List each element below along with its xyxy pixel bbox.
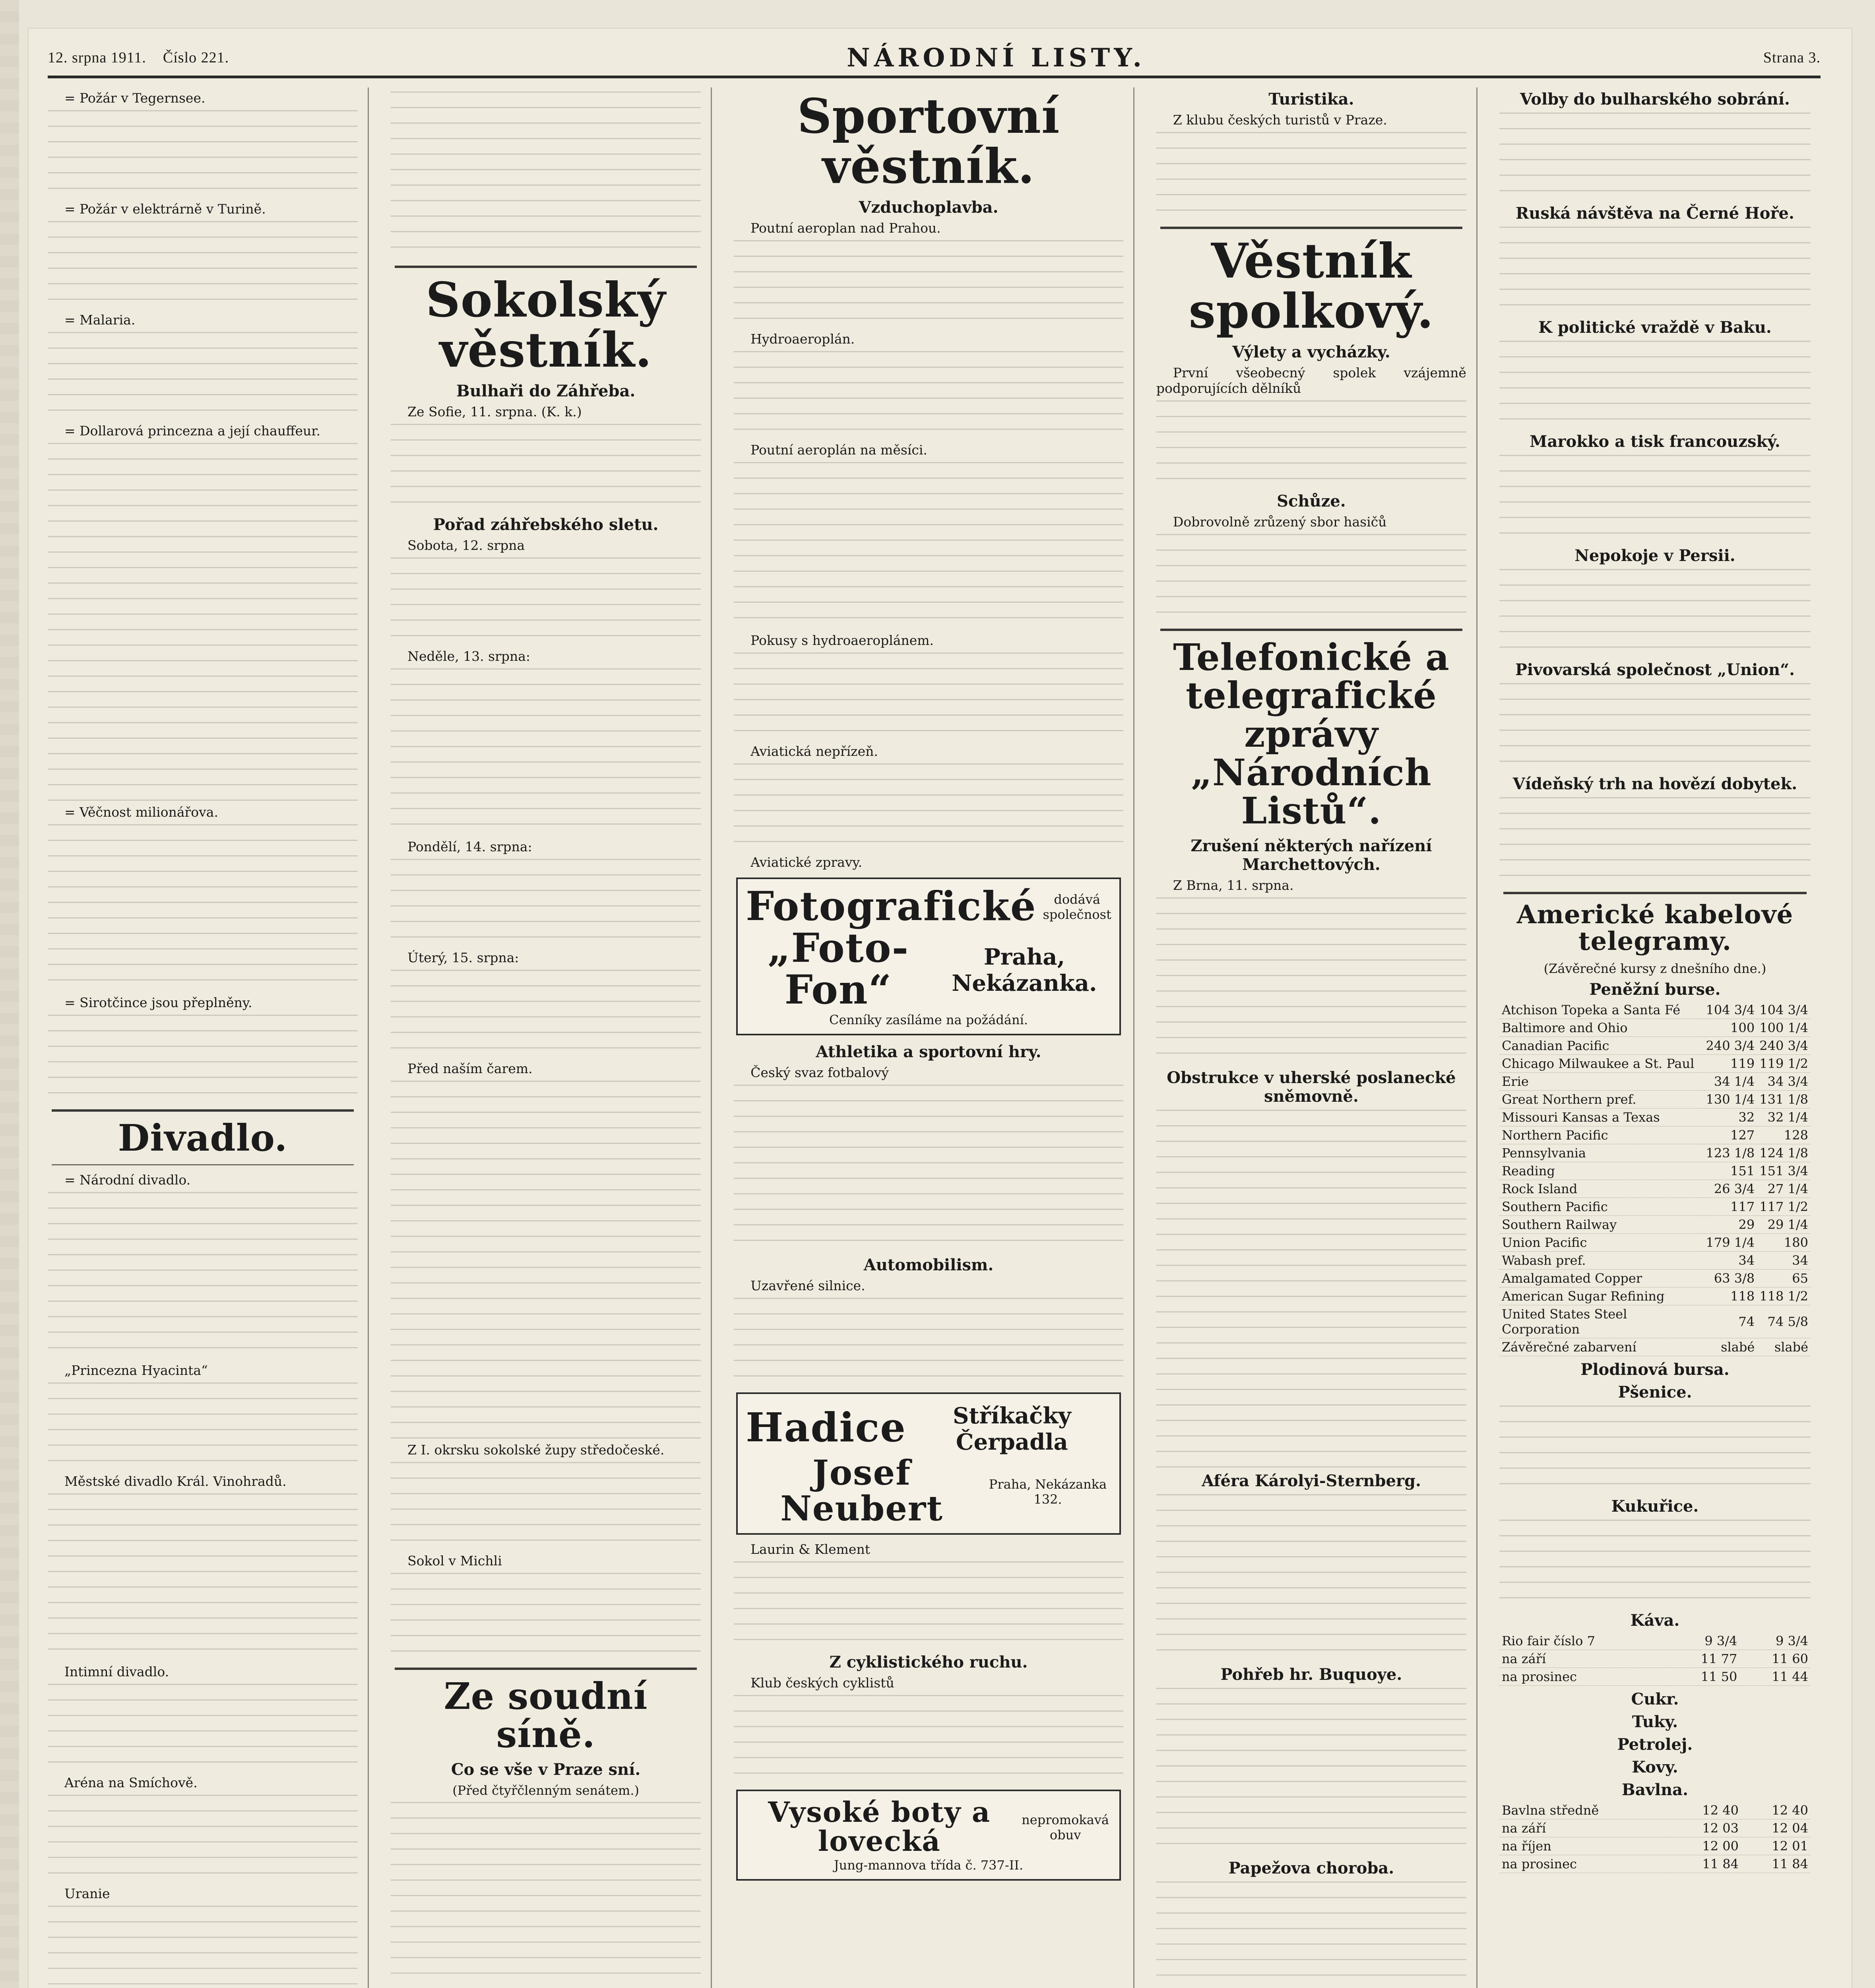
subtitle-baku: K politické vraždě v Baku. [1538,318,1772,337]
column-2 [391,87,712,1988]
section-title-kabelove: Americké kabelové telegramy. [1516,900,1794,957]
header-left [48,49,229,66]
stock-row [1499,1338,1811,1356]
text-block [1499,1406,1811,1493]
header-date: 12. srpna 1911. [48,49,146,66]
kava-value: 11 44 [1739,1668,1811,1686]
kava-label: Rio fair číslo 7 [1499,1632,1669,1650]
columns [48,87,1821,1988]
stock-value: 32 1/4 [1757,1109,1811,1126]
item-okrsek: Z I. okrsku sokolské župy středočeské. [407,1442,665,1458]
subtitle-union: Pivovarská společnost „Union“. [1515,660,1795,679]
stock-label: Rock Island [1499,1180,1704,1198]
text-block [391,1573,701,1660]
item-millionaire: = Věčnost milionářova. [64,804,218,820]
stock-label: Union Pacific [1499,1234,1704,1252]
item-pokusy: Pokusy s hydroaeroplánem. [750,632,934,648]
text-block [391,557,701,645]
stock-value: 118 [1704,1287,1757,1305]
kava-row [1499,1632,1811,1650]
text-block [1156,534,1466,621]
market-head-kukurice: Kukuřice. [1611,1497,1699,1516]
market-head-tuky: Tuky. [1632,1712,1678,1732]
stock-value: slabé [1704,1338,1757,1356]
stock-value: 117 1/2 [1757,1198,1811,1216]
item-uzavrene-silnice: Uzavřené silnice. [750,1277,865,1293]
stock-value: 123 1/8 [1704,1144,1757,1162]
bavlna-row [1499,1837,1811,1855]
section-divider [395,1668,697,1670]
stock-value: 131 1/8 [1757,1091,1811,1109]
text-block [1499,797,1811,885]
item-malaria: = Malaria. [64,312,136,328]
section-title-sokol: Sokolský věstník. [426,272,666,378]
text-block [1499,227,1811,314]
stock-row [1499,1144,1811,1162]
bavlna-value: 11 84 [1671,1855,1741,1873]
section-divider [52,1164,354,1165]
ad-fotografie-sub: dodává společnost [1043,892,1111,922]
item-spolek-delniku: První všeobecný spolek vzájemně podporujících dělníků [1156,365,1466,396]
item-michle: Sokol v Michli [407,1553,502,1569]
item-klub-turistu: Z klubu českých turistů v Praze. [1173,112,1387,128]
market-head-plodinova: Plodinová bursa. [1580,1360,1730,1379]
item-narodni-divadlo: = Národní divadlo. [64,1172,191,1188]
text-block [734,462,1123,629]
stock-value: 63 3/8 [1704,1270,1757,1287]
ad-boty-title: Vysoké boty a lovecká [768,1795,991,1858]
stock-row [1499,1019,1811,1037]
text-block [734,1085,1123,1252]
kava-value: 9 3/4 [1739,1632,1811,1650]
text-block [1156,1110,1466,1468]
stock-row [1499,1216,1811,1234]
subtitle-pohreb: Pohřeb hr. Buquoye. [1220,1665,1402,1684]
subtitle-cerna-hora: Ruská návštěva na Černé Hoře. [1516,204,1794,223]
stock-value: 240 3/4 [1704,1037,1757,1055]
stock-value: 124 1/8 [1757,1144,1811,1162]
text-block [734,351,1123,439]
text-block [48,1684,358,1771]
item-mestske-divadlo: Městské divadlo Král. Vinohradů. [64,1474,287,1489]
text-block [734,652,1123,740]
subtitle-cyklistika: Z cyklistického ruchu. [829,1653,1028,1672]
text-block [391,1462,701,1549]
item-orphanages: = Sirotčince jsou přeplněny. [64,994,252,1010]
column-4 [1156,87,1478,1988]
stock-value: 119 1/2 [1757,1055,1811,1073]
ad-boty-sub: nepromokavá obuv [1022,1812,1109,1843]
stock-label: United States Steel Corporation [1499,1305,1704,1338]
court-note: (Před čtyřčlenným senátem.) [452,1782,639,1798]
bavlna-label: Bavlna středně [1499,1802,1671,1819]
stock-value: slabé [1757,1338,1811,1356]
text-block [1499,341,1811,428]
text-block [48,1192,358,1359]
text-block [48,221,358,309]
text-block [1156,1881,1466,1988]
text-block [391,1081,701,1439]
page-header [48,40,1821,78]
subtitle-videnske-trhy: Vídeňský trh na hovězí dobytek. [1512,775,1797,793]
kava-value: 11 60 [1739,1650,1811,1668]
stock-value: 29 1/4 [1757,1216,1811,1234]
section-title-divadlo: Divadlo. [118,1116,288,1159]
stock-row [1499,1037,1811,1055]
stock-label: Great Northern pref. [1499,1091,1704,1109]
subtitle-bulharske-sobrani: Volby do bulharského sobrání. [1520,90,1790,109]
stock-row [1499,1162,1811,1180]
stock-label: Southern Pacific [1499,1198,1704,1216]
text-block [48,1493,358,1660]
stock-label: Chicago Milwaukee a St. Paul [1499,1055,1704,1073]
stock-value: 128 [1757,1126,1811,1144]
bavlna-label: na prosinec [1499,1855,1671,1873]
kava-label: na září [1499,1650,1669,1668]
column-3 [734,87,1134,1988]
subtitle-bulhari: Bulhaři do Záhřeba. [456,382,636,400]
item-dollar-princess: = Dollarová princezna a její chauffeur. [64,423,320,439]
stock-value: 26 3/4 [1704,1180,1757,1198]
kava-row [1499,1668,1811,1686]
text-block [1156,400,1466,488]
stock-value: 130 1/4 [1704,1091,1757,1109]
subtitle-vzduchoplavba: Vzduchoplavba. [859,198,999,217]
kava-label: na prosinec [1499,1668,1669,1686]
market-table-stocks [1499,1001,1811,1356]
stock-label: Canadian Pacific [1499,1037,1704,1055]
stock-row [1499,1180,1811,1198]
text-block [1499,683,1811,771]
stock-label: Atchison Topeka a Santa Fé [1499,1001,1704,1019]
scan-edge [0,0,19,1988]
text-block [48,1906,358,1988]
item-svaz-fotbalovy: Český svaz fotbalový [750,1064,889,1080]
item-sofie: Ze Sofie, 11. srpna. (K. k.) [407,404,582,419]
ad-fotografie-brand: „Foto-Fon“ [767,924,909,1013]
text-block [1499,1520,1811,1607]
stock-value: 104 3/4 [1704,1001,1757,1019]
text-block [734,1695,1123,1782]
item-intimni-divadlo: Intimní divadlo. [64,1664,169,1680]
bavlna-value: 11 84 [1741,1855,1811,1873]
bavlna-value: 12 00 [1671,1837,1741,1855]
item-tegernsee: = Požár v Tegernsee. [64,90,206,106]
stock-row [1499,1270,1811,1287]
stock-value: 65 [1757,1270,1811,1287]
stock-value: 151 [1704,1162,1757,1180]
item-princezna-hyacinta: „Princezna Hyacinta“ [64,1363,208,1378]
stock-value: 29 [1704,1216,1757,1234]
text-block [734,240,1123,328]
text-block [48,110,358,198]
ad-hadice-title: Hadice [746,1404,906,1451]
stock-value: 117 [1704,1198,1757,1216]
ad-boty-small: Jung-mannova třída č. 737-II. [834,1857,1024,1873]
text-block [1499,113,1811,200]
subtitle-marchet: Zrušení některých nařízení Marchettových. [1191,836,1432,874]
section-divider [52,1109,354,1112]
stock-row [1499,1287,1811,1305]
stock-label: Southern Railway [1499,1216,1704,1234]
stock-row [1499,1126,1811,1144]
item-utery: Úterý, 15. srpna: [407,949,519,965]
bavlna-value: 12 03 [1671,1819,1741,1837]
item-nedele: Neděle, 13. srpna: [407,648,531,664]
subtitle-marokko: Marokko a tisk francouzský. [1530,432,1780,451]
ad-hadice [736,1392,1121,1535]
kava-value: 11 50 [1669,1668,1740,1686]
stock-row [1499,1073,1811,1091]
stock-value: 151 3/4 [1757,1162,1811,1180]
stock-value: 240 3/4 [1757,1037,1811,1055]
stock-row [1499,1252,1811,1270]
item-klub-cyklistu: Klub českých cyklistů [750,1675,894,1691]
text-block [1499,455,1811,542]
bavlna-value: 12 40 [1741,1802,1811,1819]
stock-value: 32 [1704,1109,1757,1126]
subtitle-schuze: Schůze. [1277,491,1346,511]
text-block [1156,132,1466,219]
stock-value: 100 [1704,1019,1757,1037]
ad-hadice-mid: Stříkačky Čerpadla [953,1402,1071,1455]
stock-value: 127 [1704,1126,1757,1144]
text-block [391,1802,701,1988]
stock-row [1499,1305,1811,1338]
item-uranie: Uranie [64,1885,110,1901]
item-aviaticka-neprizen: Aviatická nepřízeň. [750,743,878,759]
ad-hadice-brand: Josef Neubert [780,1452,943,1529]
stock-label: Baltimore and Ohio [1499,1019,1704,1037]
ad-fotografie-title: Fotografické [746,882,1037,930]
stock-label: Wabash pref. [1499,1252,1704,1270]
market-head-petrolej: Petrolej. [1617,1735,1693,1754]
item-poutni-aeroplan: Poutní aeroplan nad Prahou. [750,220,941,236]
text-block [48,824,358,991]
text-block [48,332,358,419]
stock-label: Závěrečné zabarvení [1499,1338,1704,1356]
text-block [391,970,701,1057]
stock-label: Reading [1499,1162,1704,1180]
bavlna-label: na říjen [1499,1837,1671,1855]
text-block [734,1298,1123,1385]
stock-value: 179 1/4 [1704,1234,1757,1252]
section-divider [395,266,697,268]
text-block [48,1795,358,1882]
section-title-spolkovy: Věstník spolkový. [1189,233,1434,339]
stock-row [1499,1001,1811,1019]
market-head-cukr: Cukr. [1631,1690,1679,1709]
stock-value: 27 1/4 [1757,1180,1811,1198]
stock-label: Missouri Kansas a Texas [1499,1109,1704,1126]
stock-value: 180 [1757,1234,1811,1252]
stock-value: 118 1/2 [1757,1287,1811,1305]
section-title-telefonicke: Telefonické a telegrafické zprávy „Národních Listů“. [1173,635,1450,833]
bavlna-row [1499,1855,1811,1873]
item-arena-smichov: Aréna na Smíchově. [64,1774,198,1790]
text-block [734,1561,1123,1649]
stock-row [1499,1055,1811,1073]
subtitle-obstrukce: Obstrukce v uherské poslanecké sněmovně. [1167,1068,1456,1106]
stock-value: 104 3/4 [1757,1001,1811,1019]
kava-value: 11 77 [1669,1650,1740,1668]
section-divider [1160,227,1462,229]
item-pondeli: Pondělí, 14. srpna: [407,839,532,854]
bavlna-value: 12 01 [1741,1837,1811,1855]
item-brno: Z Brna, 11. srpna. [1173,877,1294,893]
column-5 [1499,87,1821,1988]
ad-boty [736,1790,1121,1881]
stock-row [1499,1109,1811,1126]
subtitle-zaverecne: (Závěrečné kursy z dnešního dne.) [1543,961,1766,977]
stock-label: Northern Pacific [1499,1126,1704,1144]
market-head-penezni: Peněžní burse. [1589,980,1721,999]
court-subtitle: Co se vše v Praze sní. [451,1760,641,1779]
stock-label: American Sugar Refining [1499,1287,1704,1305]
subtitle-afera: Aféra Károlyi-Sternberg. [1201,1471,1421,1490]
stock-label: Amalgamated Copper [1499,1270,1704,1287]
stock-value: 34 [1757,1252,1811,1270]
ad-fotografie-address: Praha, Nekázanka. [952,944,1097,996]
text-block [391,668,701,835]
stock-row [1499,1198,1811,1216]
header-page: Strana 3. [1763,49,1821,66]
item-poutni-na-mesici: Poutní aeroplán na měsíci. [750,442,927,458]
kava-value: 9 3/4 [1669,1632,1740,1650]
market-table-bavlna [1499,1802,1811,1873]
stock-value: 100 1/4 [1757,1019,1811,1037]
ad-fotografie-note: Cenníky zasíláme na požádání. [829,1012,1028,1027]
text-block [391,424,701,511]
bavlna-row [1499,1819,1811,1837]
subtitle-vylety: Výlety a vycházky. [1232,342,1390,361]
stock-value: 34 3/4 [1757,1073,1811,1091]
section-divider [1503,892,1807,894]
item-sobota: Sobota, 12. srpna [407,537,525,553]
stock-row [1499,1234,1811,1252]
market-head-kava: Káva. [1630,1611,1680,1630]
subtitle-persie: Nepokoje v Persii. [1574,546,1735,565]
text-block [391,859,701,946]
item-aviaticke-zpravy: Aviatické zpravy. [750,854,863,870]
text-block [1156,1688,1466,1855]
bavlna-value: 12 40 [1671,1802,1741,1819]
text-block [48,443,358,801]
section-divider [1160,629,1462,631]
bavlna-value: 12 04 [1741,1819,1811,1837]
bavlna-label: na září [1499,1819,1671,1837]
stock-value: 34 [1704,1252,1757,1270]
bavlna-row [1499,1802,1811,1819]
ad-hadice-address: Praha, Nekázanka 132. [989,1476,1107,1507]
market-head-bavlna: Bavlna. [1621,1780,1689,1800]
ad-fotografie [736,878,1121,1035]
subtitle-papez: Papežova choroba. [1228,1858,1394,1877]
item-hydroaeroplan: Hydroaeroplán. [750,331,855,347]
stock-label: Erie [1499,1073,1704,1091]
section-title-sport: Sportovní věstník. [797,88,1060,194]
item-pred-carem: Před naším čarem. [407,1060,533,1076]
masthead: NÁRODNÍ LISTY. [847,43,1146,73]
item-laurin-klement: Laurin & Klement [750,1541,870,1557]
text-block [1156,1494,1466,1661]
stock-label: Pennsylvania [1499,1144,1704,1162]
kava-row [1499,1650,1811,1668]
text-block [391,91,701,258]
market-head-psenice: Pšenice. [1618,1383,1692,1402]
header-issue: Číslo 221. [163,49,229,66]
item-turin: = Požár v elektrárně v Turině. [64,201,266,217]
item-hasici: Dobrovolně zrůzený sbor hasičů [1173,514,1387,530]
stock-value: 34 1/4 [1704,1073,1757,1091]
market-head-kovy: Kovy. [1632,1758,1678,1777]
subtitle-athletika: Athletika a sportovní hry. [816,1042,1041,1061]
stock-row [1499,1091,1811,1109]
subtitle-automobilism: Automobilism. [863,1255,994,1274]
text-block [48,1382,358,1470]
subtitle-program: Pořad záhřebského sletu. [433,515,659,534]
text-block [1156,897,1466,1064]
stock-value: 74 [1704,1305,1757,1338]
text-block [734,763,1123,851]
text-block [48,1015,358,1102]
column-1 [48,87,369,1988]
stock-value: 119 [1704,1055,1757,1073]
text-block [1499,569,1811,656]
section-title-court: Ze soudní síně. [444,1674,648,1756]
market-table-kava [1499,1632,1811,1686]
subtitle-turistika: Turistika. [1268,90,1354,109]
stock-value: 74 5/8 [1757,1305,1811,1338]
